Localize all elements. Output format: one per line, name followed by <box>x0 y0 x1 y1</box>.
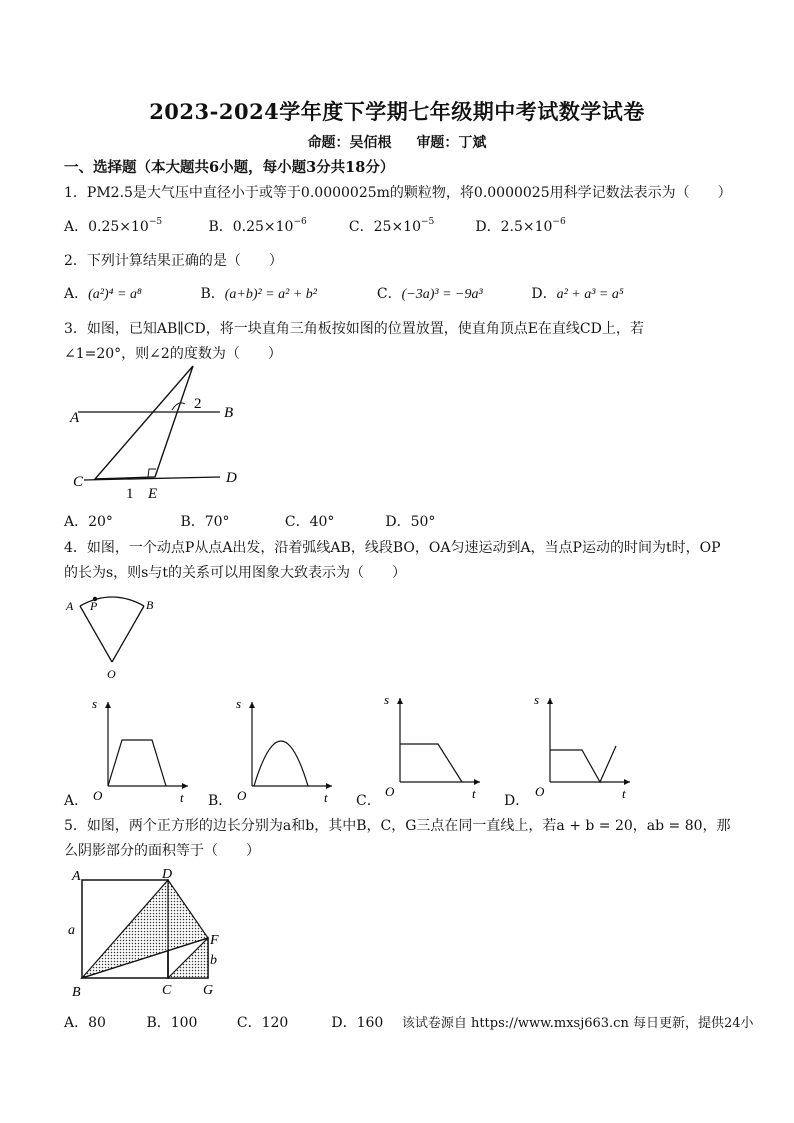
right-triangle <box>95 366 193 479</box>
q3-option-d: D．50° <box>385 514 436 530</box>
q5-option-c: C．120 <box>236 1015 289 1031</box>
q1-option-d: D．$2.5\times 10^{-6}$ <box>475 217 566 235</box>
svg-text:t: t <box>622 786 626 800</box>
q2-option-b: B．(a+b)² = a² + b² <box>200 286 318 302</box>
label-d: D <box>226 470 237 486</box>
q4-line1: 4．如图，一个动点P从点A出发，沿着弧线AB，线段BO，OA匀速运动到A，当点P运动的时间为t时，OP <box>64 540 721 556</box>
q2-option-d: D．a² + a³ = a⁵ <box>531 286 624 302</box>
graph-b-curve <box>254 741 308 786</box>
label-a: A <box>66 599 74 613</box>
q3-options <box>64 511 435 531</box>
label-g: G <box>203 983 214 998</box>
label-c: C <box>162 983 172 998</box>
label-angle-1: 1 <box>126 486 134 502</box>
graph-c-curve <box>400 744 462 782</box>
q5-option-b: B．100 <box>146 1015 198 1031</box>
q3-figure <box>60 360 250 505</box>
q1-text: 1．PM2.5是大气压中直径小于或等于0.0000025m的颗粒物，将0.0000025用科学记数法表示为（ ） <box>64 185 732 201</box>
label-d: D <box>162 867 173 882</box>
label-side-b: b <box>210 953 217 968</box>
q5-line1: 5．如图，两个正方形的边长分别为a和b，其中B，C，G三点在同一直线上，若a + b = 20，ab = 80，那 <box>64 818 731 834</box>
q4-option-b: B． <box>208 793 233 809</box>
svg-text:O: O <box>93 788 103 803</box>
q3-option-a: A．20° <box>64 514 113 530</box>
svg-text:t: t <box>180 790 184 804</box>
q5-options <box>64 1012 754 1032</box>
q4-graph-d <box>532 690 642 800</box>
svg-text:s: s <box>384 692 390 707</box>
q2-options <box>64 283 624 303</box>
q5-option-a: A．80 <box>64 1015 106 1031</box>
q4-option-c: C． <box>356 793 381 809</box>
byline <box>0 132 794 152</box>
q3-option-c: C．40° <box>284 514 335 530</box>
q2-option-a: A．(a²)⁴ = a⁸ <box>64 286 142 302</box>
q4-sector-figure <box>60 590 170 682</box>
section-heading: 一、选择题（本大题共6小题，每小题3分共18分） <box>64 159 395 176</box>
label-e: E <box>148 486 158 502</box>
q1-option-a: A．$0.25\times 10^{-5}$ <box>64 217 163 235</box>
svg-text:O: O <box>535 784 545 799</box>
label-angle-2: 2 <box>194 396 202 412</box>
graph-a-curve <box>108 740 166 786</box>
label-b: B <box>224 405 234 421</box>
svg-text:t: t <box>324 790 328 804</box>
label-f: F <box>210 933 219 948</box>
q4-graph-b <box>234 694 344 804</box>
label-a: A <box>70 410 80 426</box>
exam-title: 2023-2024学年度下学期七年级期中考试数学试卷 <box>149 99 645 124</box>
label-a: A <box>72 869 81 884</box>
q3-option-b: B．70° <box>180 514 230 530</box>
svg-text:s: s <box>534 692 540 707</box>
q5-line2: 么阴影部分的面积等于（ ） <box>64 843 260 859</box>
svg-text:s: s <box>92 696 98 711</box>
q1-option-c: C．$25\times 10^{-5}$ <box>348 217 435 235</box>
segment-oa <box>80 606 112 662</box>
svg-text:t: t <box>472 786 476 800</box>
svg-text:s: s <box>236 696 242 711</box>
label-o: O <box>107 667 116 681</box>
svg-text:O: O <box>237 788 247 803</box>
q3-line1: 3．如图，已知AB∥CD，将一块直角三角板按如图的位置放置，使直角顶点E在直线CD上，若 <box>64 321 644 337</box>
q4-option-a: A． <box>64 793 89 809</box>
q3-line2: ∠1=20°，则∠2的度数为（ ） <box>64 346 282 362</box>
graph-d-curve <box>550 746 616 782</box>
q4-graph-c <box>382 690 492 800</box>
label-c: C <box>73 474 84 490</box>
q1-options <box>64 216 566 236</box>
q4-option-d: D． <box>504 793 530 809</box>
svg-text:O: O <box>385 784 395 799</box>
source-note: 该试卷源自 https://www.mxsj663.cn 每日更新，提供24小 <box>401 1016 754 1031</box>
q5-figure <box>62 864 232 1000</box>
q2-option-c: C．(−3a)³ = −9a³ <box>376 286 483 302</box>
q4-graph-a <box>90 694 200 804</box>
q2-text: 2．下列计算结果正确的是（ ） <box>64 253 283 269</box>
q4-line2: 的长为s，则s与t的关系可以用图象大致表示为（ ） <box>64 565 406 581</box>
label-side-a: a <box>68 923 75 938</box>
q5-option-d: D．160 <box>331 1015 384 1031</box>
reviewer: 审题：丁斌 <box>416 135 487 151</box>
label-b: B <box>146 598 154 612</box>
setter: 命题：吴佰根 <box>307 135 392 151</box>
q1-option-b: B．$0.25\times 10^{-6}$ <box>208 217 307 235</box>
segment-ob <box>112 606 144 662</box>
label-b: B <box>72 985 81 1000</box>
label-p: P <box>90 599 98 613</box>
